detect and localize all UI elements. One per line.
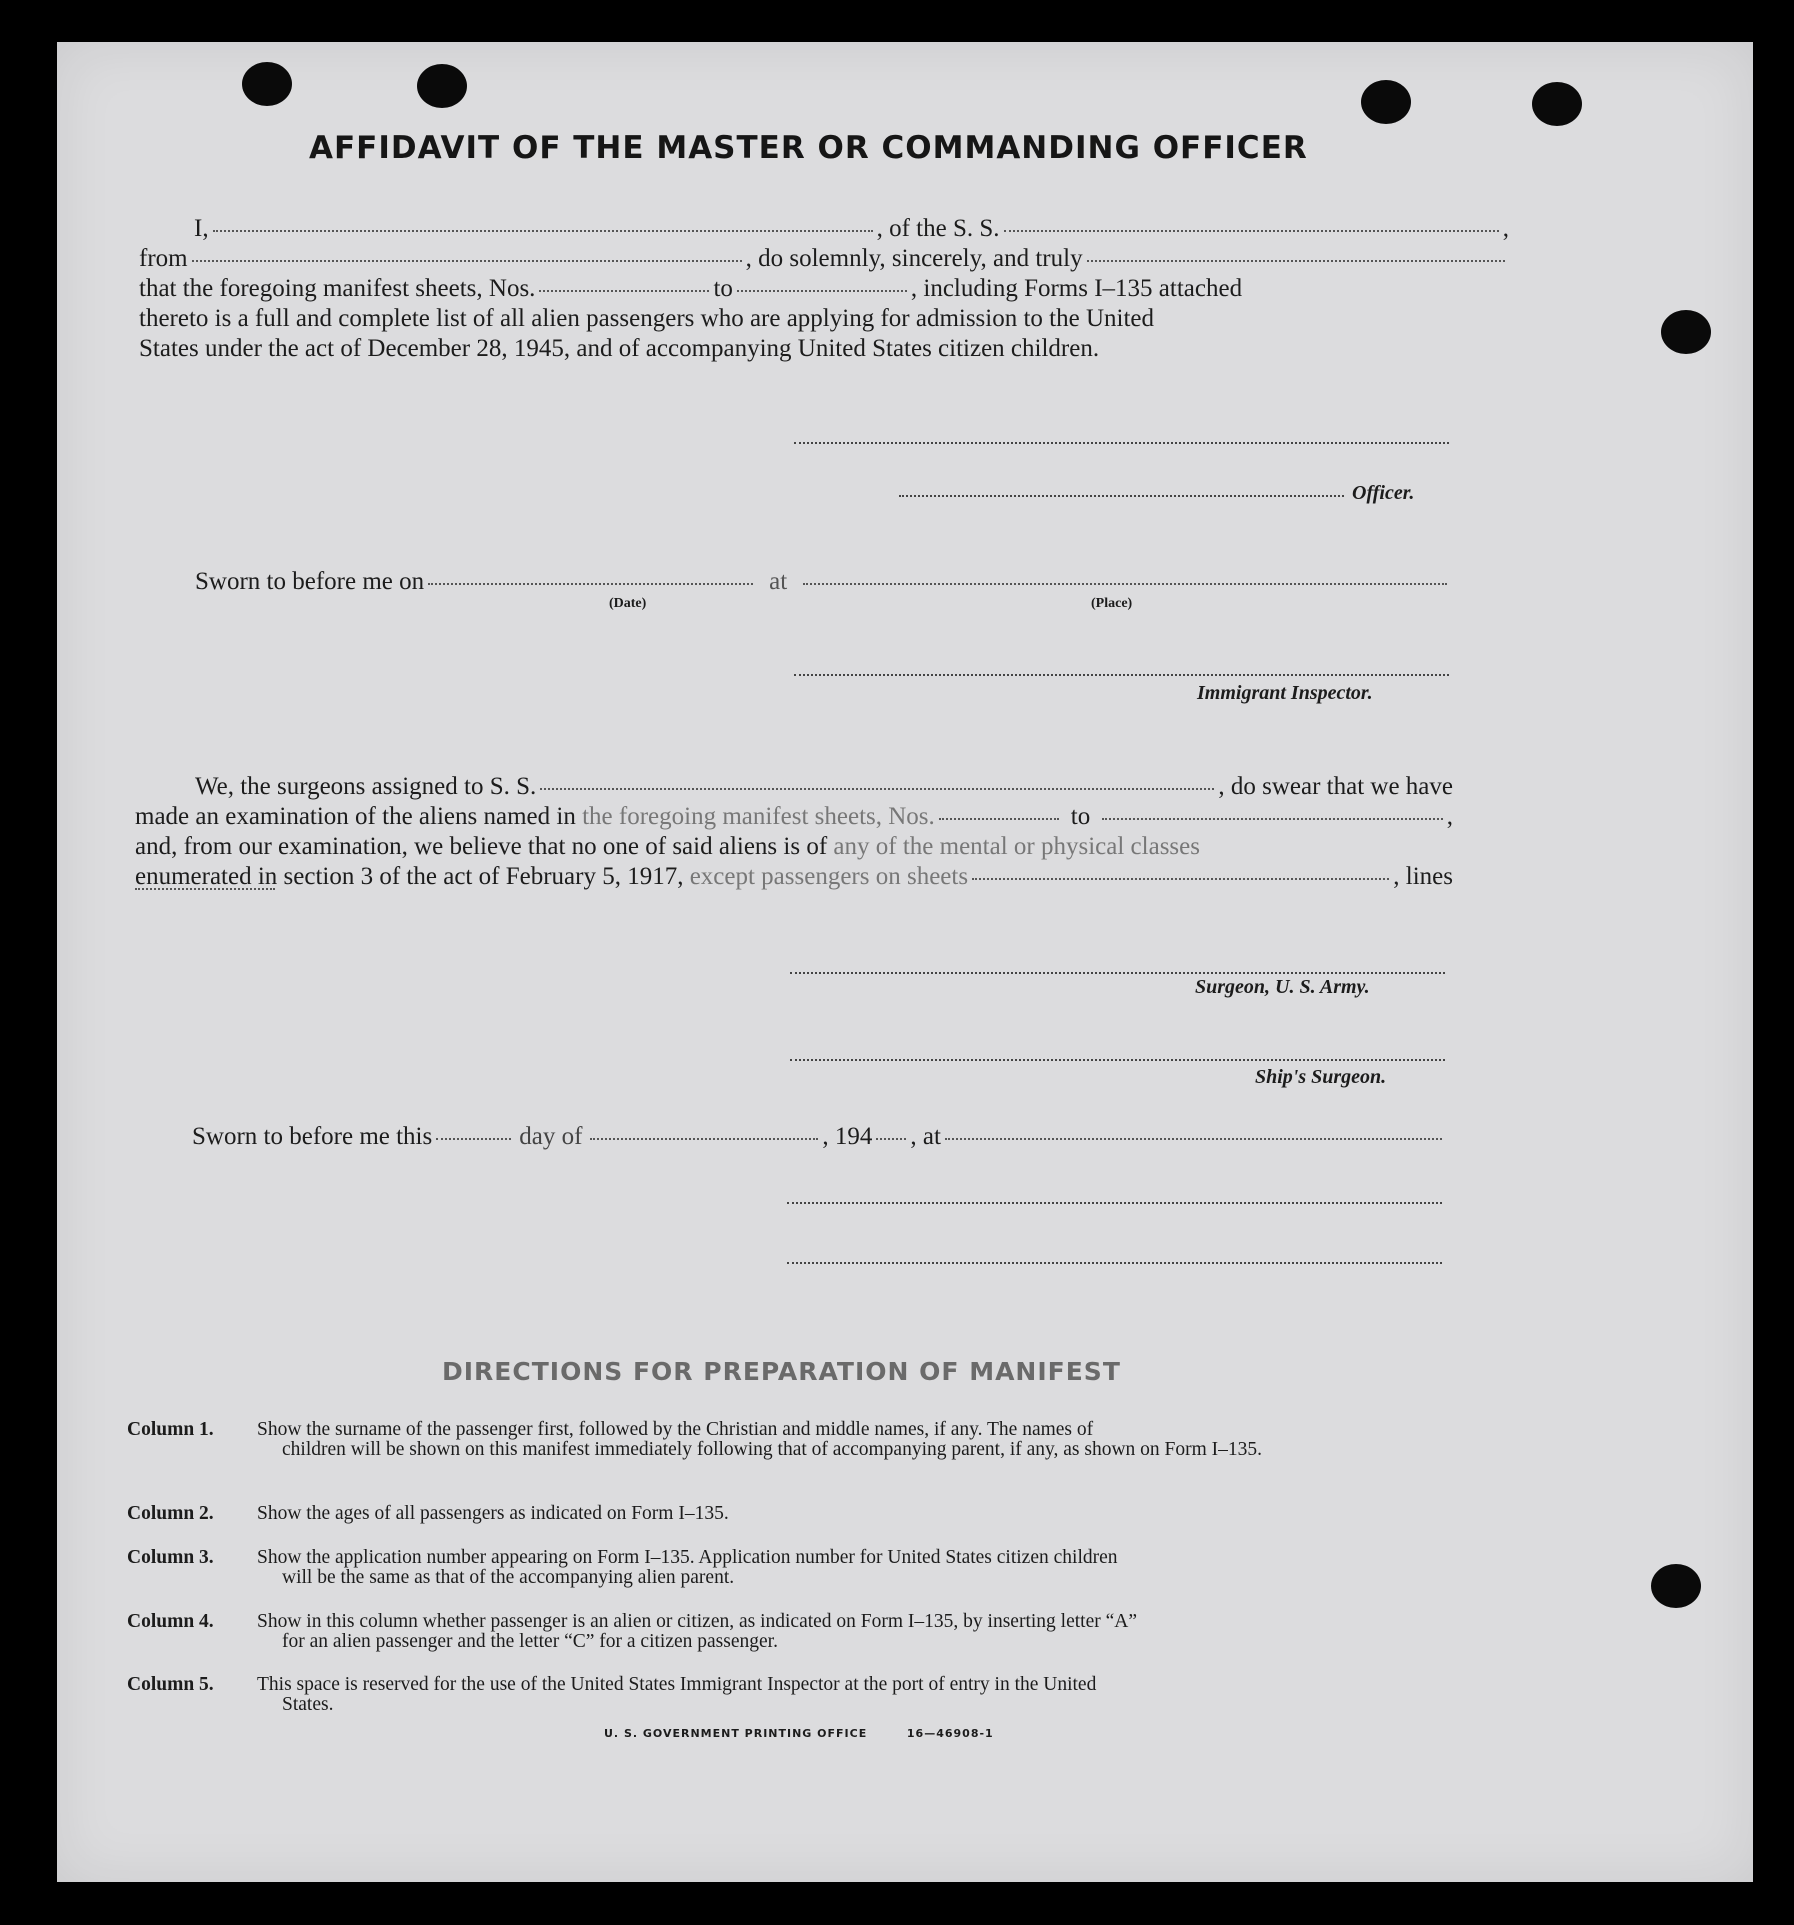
officer-title-line[interactable]: [899, 495, 1344, 497]
ship-name-field[interactable]: [1004, 230, 1499, 232]
officer-label: Officer.: [1352, 482, 1415, 504]
surgeon-text: to: [1070, 803, 1091, 830]
printing-office-imprint: [604, 1727, 994, 1740]
affidavit-text: , of the S. S.: [876, 215, 1000, 242]
sheet-from-field[interactable]: [539, 290, 709, 292]
affidavit-text: , do solemnly, sincerely, and truly: [745, 245, 1083, 272]
affidavit-line-3: [139, 274, 1509, 304]
surgeon-text: made an examination of the aliens named in: [135, 803, 576, 830]
affidavit-text: I,: [194, 215, 209, 242]
surgeon-text: , lines: [1393, 863, 1453, 890]
direction-first-line: Show the ages of all passengers as indicated on Form I–135.: [257, 1503, 729, 1524]
place-label: (Place): [1091, 596, 1133, 611]
direction-item: [127, 1675, 1447, 1719]
surgeon-faded-text: the foregoing manifest sheets, Nos.: [582, 803, 935, 830]
direction-continued: States.: [282, 1694, 334, 1715]
form-title: AFFIDAVIT OF THE MASTER OR COMMANDING OFFICER: [309, 130, 1308, 166]
punch-hole: [417, 64, 467, 108]
sworn-line-2: [192, 1122, 1446, 1152]
direction-column-label: Column 1.: [127, 1419, 214, 1440]
direction-text: [257, 1504, 1447, 1524]
direction-item: [127, 1548, 1447, 1592]
officer-name-field[interactable]: [213, 230, 873, 232]
ship-surgeon-label: Ship's Surgeon.: [1255, 1066, 1387, 1088]
officer-signature-line[interactable]: [794, 442, 1449, 444]
except-sheets-field[interactable]: [972, 878, 1389, 880]
direction-first-line: This space is reserved for the use of the United States Immigrant Inspector at the port of entry in the United: [257, 1674, 1097, 1695]
sworn-text: Sworn to before me on: [195, 568, 425, 595]
affidavit-line-2: [139, 244, 1509, 274]
direction-item: [127, 1504, 1447, 1534]
affidavit-line-4: thereto is a full and complete list of all alien passengers who are applying for admission to the United: [139, 305, 1155, 332]
form-code-text: 16—46908-1: [906, 1727, 994, 1740]
direction-first-line: Show in this column whether passenger is an alien or citizen, as indicated on Form I–135, by inserting letter “A”: [257, 1611, 1137, 1632]
surgeon-text: enumerated in section 3 of the act of February 5, 1917,: [135, 863, 684, 890]
surgeon-ship-field[interactable]: [540, 788, 1214, 790]
surgeon-text: We, the surgeons assigned to S. S.: [195, 773, 537, 800]
sworn-text: day of: [519, 1123, 583, 1150]
sworn-text: Sworn to before me this: [192, 1123, 433, 1150]
punch-hole: [1661, 310, 1711, 354]
oath-type-field[interactable]: [1087, 260, 1505, 262]
direction-text: [257, 1675, 1447, 1715]
affidavit-text: from: [139, 245, 188, 272]
sworn-at-text: at: [769, 568, 788, 595]
surgeon-sheet-to-field[interactable]: [1102, 818, 1443, 820]
sworn-text: , at: [910, 1123, 941, 1150]
affidavit-text: , including Forms I–135 attached: [910, 275, 1243, 302]
form-page: [57, 42, 1753, 1882]
inspector-title-line-2[interactable]: [787, 1262, 1442, 1264]
surgeon-text: and, from our examination, we believe that no one of said aliens is of: [135, 833, 828, 860]
lines-field[interactable]: [135, 888, 275, 890]
direction-continued: for an alien passenger and the letter “C” for a citizen passenger.: [282, 1631, 778, 1652]
surgeon-faded-text: except passengers on sheets: [689, 863, 969, 890]
surgeon-text: , do swear that we have: [1218, 773, 1453, 800]
affidavit-text: that the foregoing manifest sheets, Nos.: [139, 275, 536, 302]
printing-office-text: U. S. GOVERNMENT PRINTING OFFICE: [604, 1727, 868, 1740]
direction-item: [127, 1420, 1447, 1480]
master-affidavit-paragraph: [139, 214, 1509, 364]
sworn-place-field-2[interactable]: [945, 1138, 1442, 1140]
surgeon-line-1: [135, 772, 1453, 802]
inspector-signature-line[interactable]: [794, 674, 1449, 676]
direction-column-label: Column 3.: [127, 1547, 214, 1568]
punch-hole: [1651, 1564, 1701, 1608]
surgeon-line-3: [135, 832, 1453, 862]
direction-text: [257, 1612, 1447, 1652]
direction-column-label: Column 2.: [127, 1503, 214, 1524]
direction-column-label: Column 4.: [127, 1611, 214, 1632]
sworn-date-field[interactable]: [428, 583, 753, 585]
surgeon-line-2: [135, 802, 1453, 832]
affidavit-text: ,: [1502, 215, 1509, 242]
sworn-day-field[interactable]: [436, 1138, 511, 1140]
affidavit-line-5: States under the act of December 28, 1945, and of accompanying United States citizen children.: [139, 335, 1100, 362]
surgeon-line-5: [135, 892, 1453, 894]
direction-first-line: Show the surname of the passenger first, followed by the Christian and middle names, if any. The names of: [257, 1419, 1094, 1440]
punch-hole: [1532, 82, 1582, 126]
sworn-line-1: [195, 567, 1451, 597]
surgeon-sheet-from-field[interactable]: [939, 818, 1059, 820]
direction-continued: will be the same as that of the accompanying alien parent.: [282, 1567, 735, 1588]
direction-text: [257, 1548, 1447, 1588]
affidavit-text: to: [713, 275, 733, 302]
date-label: (Date): [609, 596, 647, 611]
sworn-place-field[interactable]: [803, 583, 1447, 585]
army-surgeon-signature-line[interactable]: [790, 972, 1445, 974]
inspector-signature-line-2[interactable]: [787, 1202, 1442, 1204]
punch-hole: [1361, 80, 1411, 124]
direction-first-line: Show the application number appearing on Form I–135. Application number for United States citizen children: [257, 1547, 1118, 1568]
directions-title: DIRECTIONS FOR PREPARATION OF MANIFEST: [442, 1357, 1121, 1386]
affidavit-line-1: [139, 214, 1509, 244]
inspector-label: Immigrant Inspector.: [1197, 682, 1373, 704]
surgeon-faded-text: any of the mental or physical classes: [833, 833, 1200, 860]
surgeon-affidavit-paragraph: [135, 772, 1453, 894]
surgeon-text: ,: [1446, 803, 1453, 830]
sworn-month-field[interactable]: [590, 1138, 818, 1140]
port-from-field[interactable]: [192, 260, 742, 262]
sheet-to-field[interactable]: [737, 290, 907, 292]
ship-surgeon-signature-line[interactable]: [790, 1059, 1445, 1061]
direction-text: [257, 1420, 1447, 1460]
punch-hole: [242, 62, 292, 106]
surgeon-line-4: [135, 862, 1453, 892]
direction-continued: children will be shown on this manifest immediately following that of accompanying parent, if any, as shown on Form I–135.: [282, 1439, 1263, 1460]
army-surgeon-label: Surgeon, U. S. Army.: [1195, 976, 1370, 998]
direction-item: [127, 1612, 1447, 1656]
sworn-year-text: , 194: [822, 1123, 873, 1150]
direction-column-label: Column 5.: [127, 1674, 214, 1695]
sworn-year-field[interactable]: [876, 1138, 906, 1140]
